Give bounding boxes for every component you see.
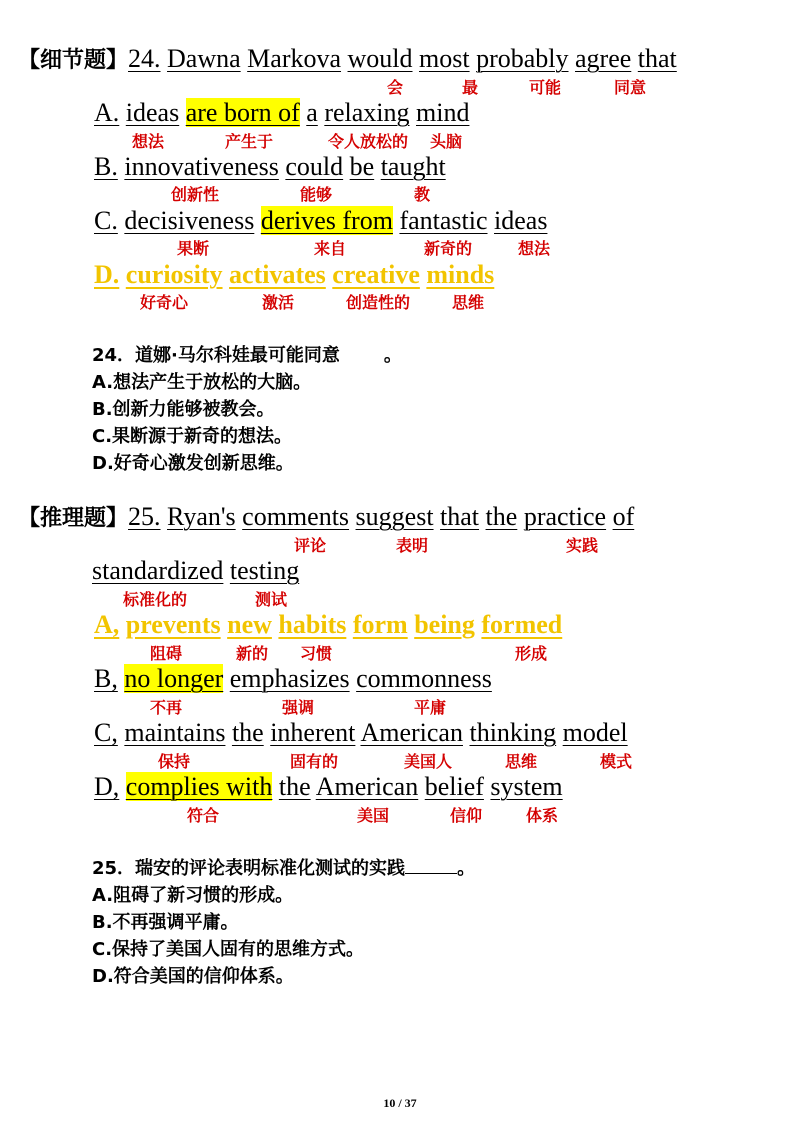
gloss: 标准化的 [123,590,188,609]
option-word: fantastic [399,206,488,235]
question-number: 25. [128,502,161,531]
q24-translation-option: D.好奇心激发创新思维。 [92,453,294,474]
option-word: American [360,718,463,747]
gloss: 创造性的 [346,293,411,312]
option-word: decisiveness [124,206,255,235]
stem-word: would [347,44,413,73]
gloss: 平庸 [414,698,447,717]
option-letter: C. [94,206,118,235]
stem-word: standardized [92,556,224,585]
option-word: model [562,718,628,747]
gloss: 激活 [262,293,295,312]
stem-word: comments [242,502,350,531]
option-letter: A. [94,98,120,127]
gloss: 评论 [294,536,327,555]
gloss: 想法 [518,239,551,258]
gloss: 模式 [600,752,633,771]
q25-type-tag: 【推理题】 [18,506,129,531]
option-phrase-highlight: derives from [260,206,393,235]
option-letter: C, [94,718,118,747]
option-word: being [414,610,475,639]
stem-word: Ryan's [167,502,236,531]
gloss: 想法 [132,132,165,151]
q25-translation-stem: 25．瑞安的评论表明标准化测试的实践 。 [92,858,476,879]
option-word: inherent [270,718,356,747]
option-word: creative [332,260,420,289]
q25-translation-option: A.阻碍了新习惯的形成。 [92,885,294,906]
q24-translation-option: C.果断源于新奇的想法。 [92,426,293,447]
option-letter: D, [94,772,120,801]
stem-word: the [485,502,518,531]
gloss: 信仰 [450,806,483,825]
gloss: 实践 [566,536,599,555]
option-letter: D. [94,260,120,289]
q25-option-c [94,718,628,748]
option-phrase-highlight: are born of [185,98,300,127]
stem-word: that [440,502,480,531]
gloss: 强调 [282,698,315,717]
option-word: mind [416,98,470,127]
stem-word: probably [476,44,569,73]
gloss: 美国 [357,806,390,825]
stem-word: Markova [247,44,342,73]
gloss: 思维 [505,752,538,771]
q25-stem [18,502,634,534]
option-letter: B. [94,152,118,181]
option-word: the [278,772,311,801]
option-letter: A, [94,610,120,639]
option-word: American [315,772,419,801]
option-word: ideas [125,98,180,127]
gloss: 果断 [177,239,210,258]
gloss: 体系 [526,806,559,825]
option-word: curiosity [125,260,223,289]
option-word: emphasizes [229,664,350,693]
gloss: 形成 [515,644,548,663]
stem-word: most [419,44,470,73]
option-word: habits [278,610,347,639]
option-word: innovativeness [124,152,279,181]
stem-word: practice [523,502,607,531]
option-word: belief [424,772,484,801]
stem-word: testing [229,556,300,585]
option-word: thinking [469,718,557,747]
option-word: the [231,718,264,747]
q25-option-d [94,772,563,802]
gloss: 能够 [300,185,333,204]
option-word: prevents [125,610,221,639]
q24-translation-option: B.创新力能够被教会。 [92,399,275,420]
q25-translation-option: C.保持了美国人固有的思维方式。 [92,939,365,960]
gloss: 同意 [614,78,647,97]
gloss: 新的 [236,644,269,663]
q25-stem-line2 [92,556,299,586]
stem-word: that [637,44,677,73]
gloss: 不再 [150,698,183,717]
gloss: 习惯 [300,644,333,663]
gloss: 阻碍 [150,644,183,663]
option-word: relaxing [324,98,410,127]
gloss: 头脑 [430,132,463,151]
q24-translation-option: A.想法产生于放松的大脑。 [92,372,312,393]
stem-word: suggest [355,502,434,531]
option-word: system [490,772,563,801]
q24-stem [18,44,677,76]
option-word: a [306,98,318,127]
option-word: activates [229,260,326,289]
gloss: 测试 [255,590,288,609]
q25-option-b [94,664,492,694]
gloss: 固有的 [290,752,339,771]
option-word: taught [380,152,446,181]
gloss: 可能 [529,78,562,97]
option-word: could [285,152,344,181]
gloss: 新奇的 [424,239,473,258]
option-word: ideas [494,206,548,235]
gloss: 教 [414,185,431,204]
gloss: 好奇心 [140,293,189,312]
stem-word: Dawna [167,44,241,73]
gloss: 令人放松的 [328,132,409,151]
option-word: form [352,610,408,639]
gloss: 思维 [452,293,485,312]
gloss: 产生于 [225,132,274,151]
gloss: 创新性 [171,185,220,204]
option-phrase-highlight: no longer [124,664,224,693]
q24-option-d-answer [94,260,494,290]
option-word: be [349,152,375,181]
option-word: commonness [356,664,492,693]
option-word: new [227,610,272,639]
q25-translation-option: D.符合美国的信仰体系。 [92,966,294,987]
option-word: maintains [124,718,226,747]
gloss: 会 [387,78,404,97]
option-phrase-highlight: complies with [125,772,273,801]
q25-option-a-answer [94,610,562,640]
option-word: formed [481,610,563,639]
gloss: 最 [462,78,479,97]
q24-option-b [94,152,446,182]
q24-type-tag: 【细节题】 [18,48,129,73]
stem-word: agree [575,44,632,73]
gloss: 美国人 [404,752,453,771]
option-word: minds [426,260,495,289]
question-number: 24. [128,44,161,73]
gloss: 符合 [187,806,220,825]
q24-option-a [94,98,469,128]
page-number: 10 / 37 [383,1096,417,1110]
gloss: 保持 [158,752,191,771]
answer-blank [405,859,457,874]
stem-word: of [612,502,635,531]
gloss: 表明 [396,536,429,555]
option-letter: B, [94,664,118,693]
q25-translation-option: B.不再强调平庸。 [92,912,239,933]
q24-translation-stem: 24．道娜·马尔科娃最可能同意 。 [92,345,402,366]
gloss: 来自 [314,239,347,258]
q24-option-c [94,206,547,236]
